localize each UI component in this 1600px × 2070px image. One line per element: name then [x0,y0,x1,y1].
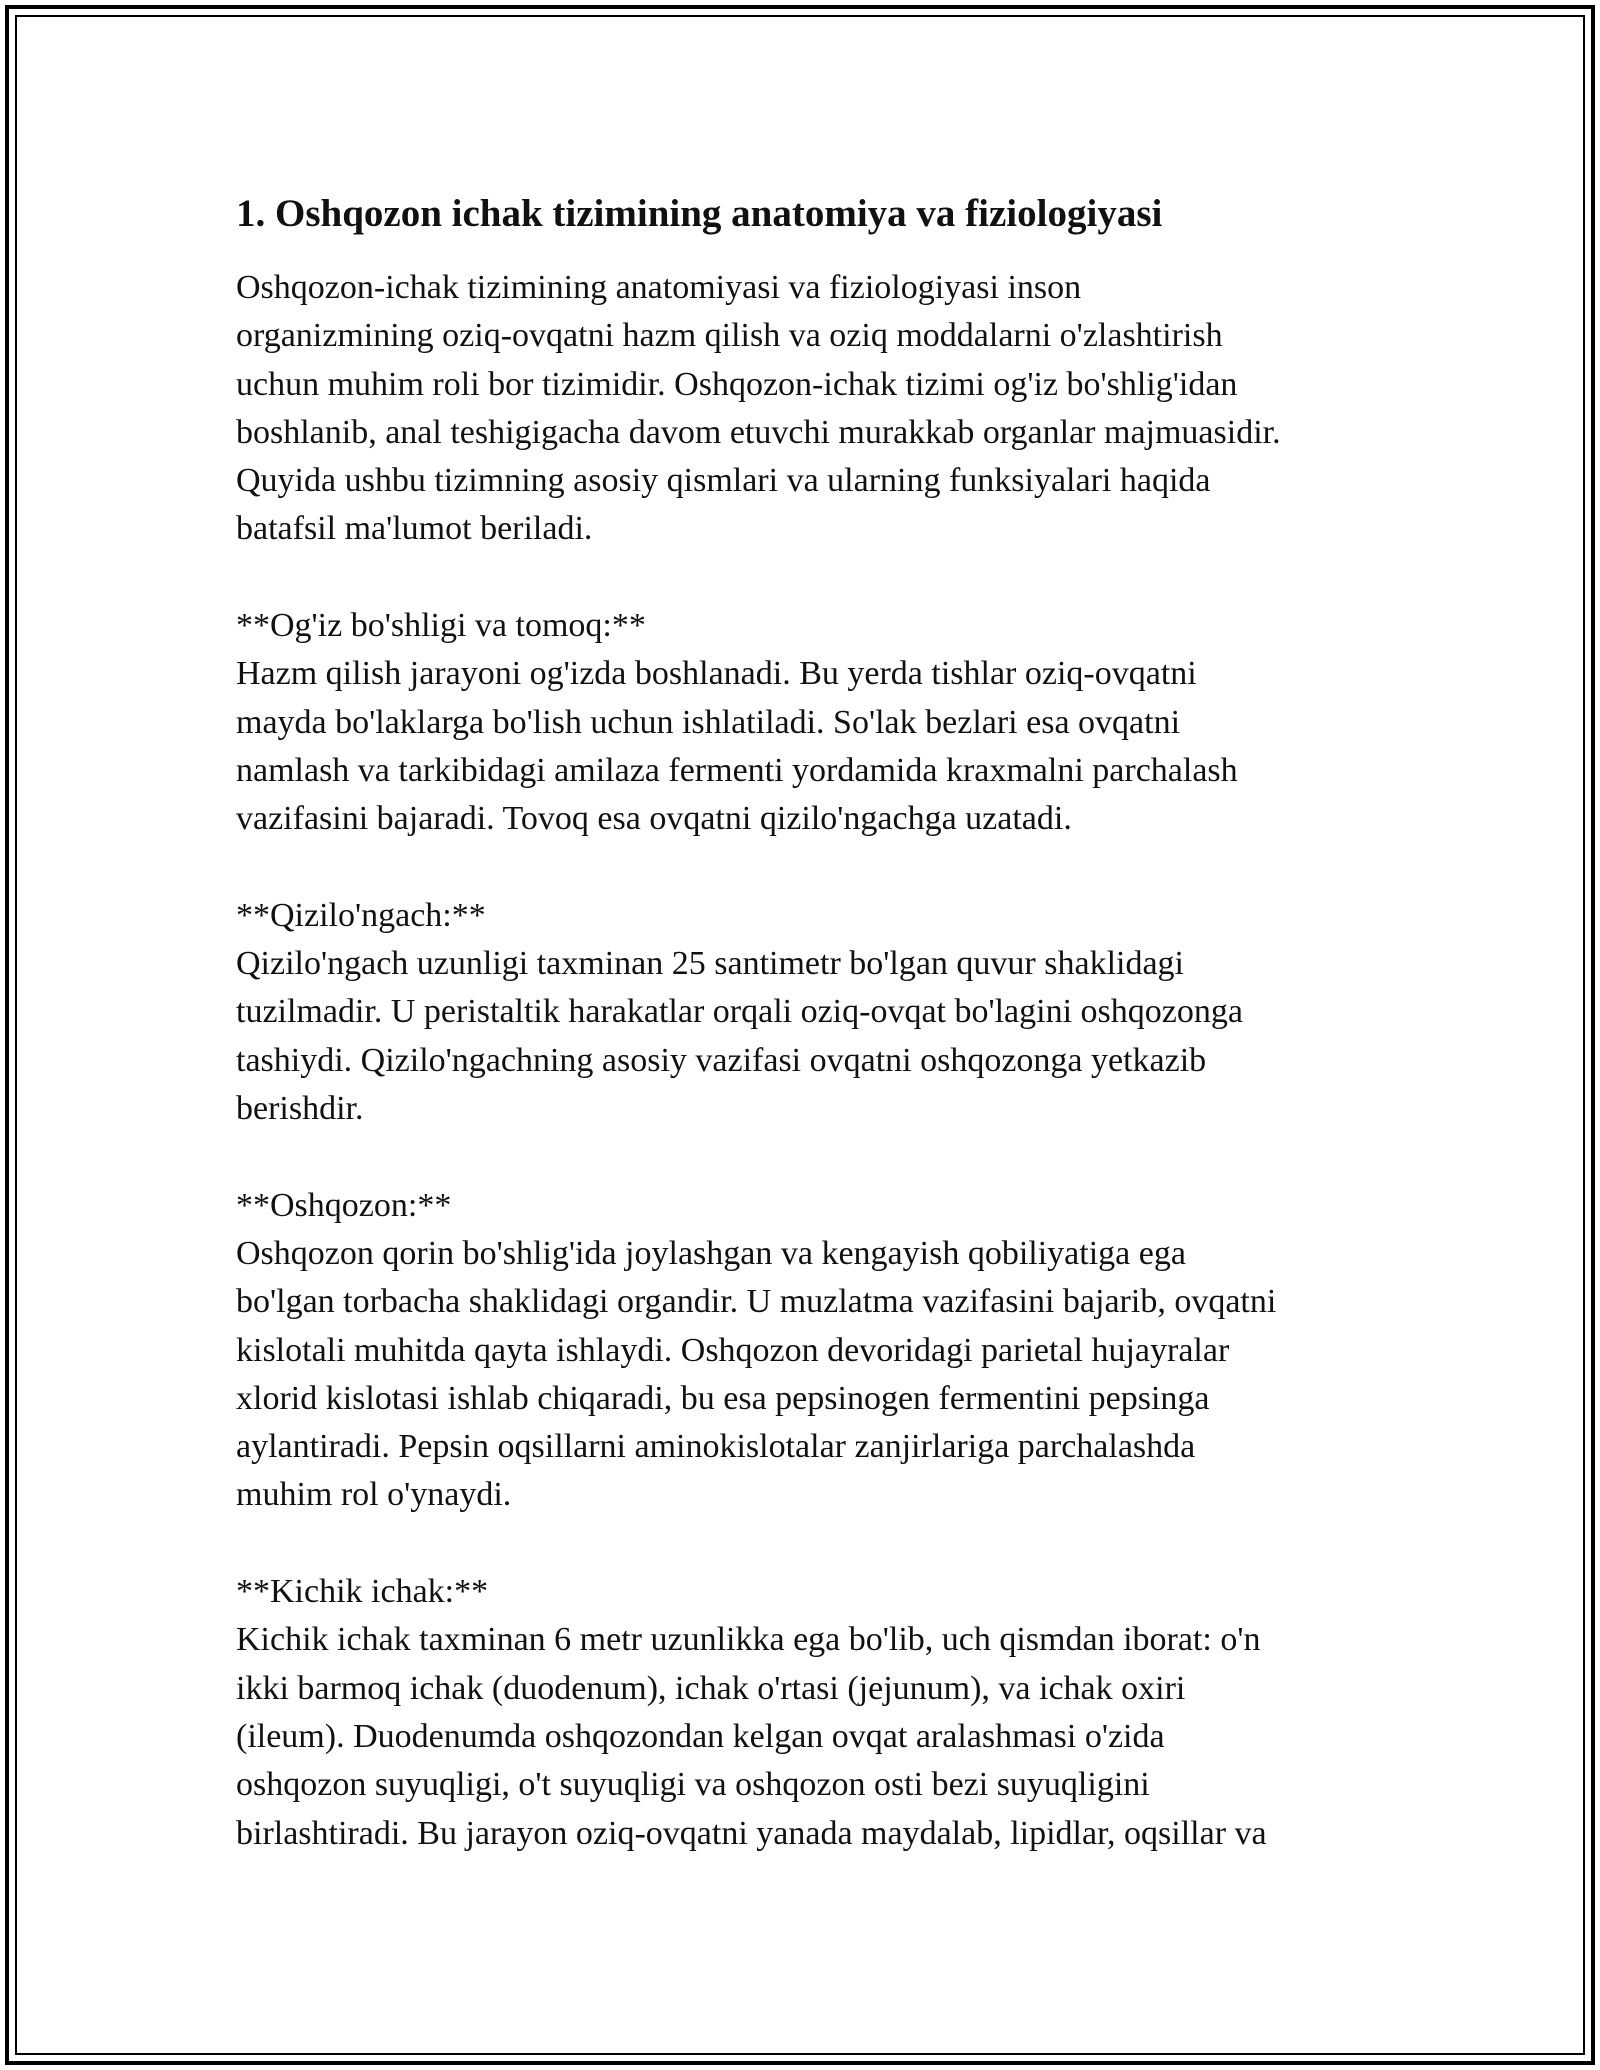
text-line: mayda bo'laklarga bo'lish uchun ishlatiladi. So'lak bezlari esa ovqatni [236,703,1181,741]
section-heading: **Kichik ichak:** [236,1573,489,1611]
section-heading: **Og'iz bo'shligi va tomoq:** [236,607,646,645]
text-line: aylantiradi. Pepsin oqsillarni aminokislotalar zanjirlariga parchalashda [236,1428,1196,1466]
section-oral-cavity [236,602,1386,843]
text-line: Hazm qilish jarayoni og'izda boshlanadi. Bu yerda tishlar oziq-ovqatni [236,655,1197,693]
text-line: namlash va tarkibidagi amilaza fermenti yordamida kraxmalni parchalash [236,751,1238,789]
text-line: organizmining oziq-ovqatni hazm qilish va oziq moddalarni o'zlashtirish [236,317,1223,355]
paragraph-spacer [236,1520,1386,1568]
document-title: 1. Oshqozon ichak tizimining anatomiya va fiziologiyasi [236,192,1163,235]
text-line: boshlanib, anal teshigigacha davom etuvchi murakkab organlar majmuasidir. [236,413,1281,451]
intro-paragraph [236,264,1386,554]
text-line: Quyida ushbu tizimning asosiy qismlari va ularning funksiyalari haqida [236,462,1211,500]
section-small-intestine [236,1568,1386,1858]
text-line: ikki barmoq ichak (duodenum), ichak o'rtasi (jejunum), va ichak oxiri [236,1669,1186,1707]
section-heading: **Oshqozon:** [236,1186,452,1224]
text-line: Oshqozon qorin bo'shlig'ida joylashgan va kengayish qobiliyatiga ega [236,1234,1186,1272]
text-line: berishdir. [236,1090,364,1128]
text-line: uchun muhim roli bor tizimidir. Oshqozon-ichak tizimi og'iz bo'shlig'idan [236,365,1238,403]
text-line: kislotali muhitda qayta ishlaydi. Oshqozon devoridagi parietal hujayralar [236,1331,1230,1369]
text-line: Qizilo'ngach uzunligi taxminan 25 santimetr bo'lgan quvur shaklidagi [236,945,1184,983]
text-line: vazifasini bajaradi. Tovoq esa ovqatni qizilo'ngachga uzatadi. [236,800,1072,838]
text-line: tashiydi. Qizilo'ngachning asosiy vazifasi ovqatni oshqozonga yetkazib [236,1041,1207,1079]
text-line: muhim rol o'ynaydi. [236,1476,512,1514]
text-line: Kichik ichak taxminan 6 metr uzunlikka ega bo'lib, uch qismdan iborat: o'n [236,1621,1261,1659]
text-line: xlorid kislotasi ishlab chiqaradi, bu esa pepsinogen fermentini pepsinga [236,1379,1210,1417]
text-line: tuzilmadir. U peristaltik harakatlar orqali oziq-ovqat bo'lagini oshqozonga [236,993,1243,1031]
text-line: Oshqozon-ichak tizimining anatomiyasi va fiziologiyasi inson [236,269,1082,306]
paragraph-spacer [236,1133,1386,1181]
paragraph-spacer [236,844,1386,892]
text-line: birlashtiradi. Bu jarayon oziq-ovqatni yanada maydalab, lipidlar, oqsillar va [236,1814,1267,1852]
text-line: (ileum). Duodenumda oshqozondan kelgan ovqat aralashmasi o'zida [236,1717,1165,1755]
document-body [236,186,1386,1858]
text-line: batafsil ma'lumot beriladi. [236,510,593,548]
section-stomach [236,1182,1386,1520]
text-line: oshqozon suyuqligi, o't suyuqligi va oshqozon osti bezi suyuqligini [236,1766,1150,1804]
text-line: bo'lgan torbacha shaklidagi organdir. U muzlatma vazifasini bajarib, ovqatni [236,1283,1277,1321]
paragraph-spacer [236,554,1386,602]
section-esophagus [236,892,1386,1133]
section-heading: **Qizilo'ngach:** [236,896,486,934]
